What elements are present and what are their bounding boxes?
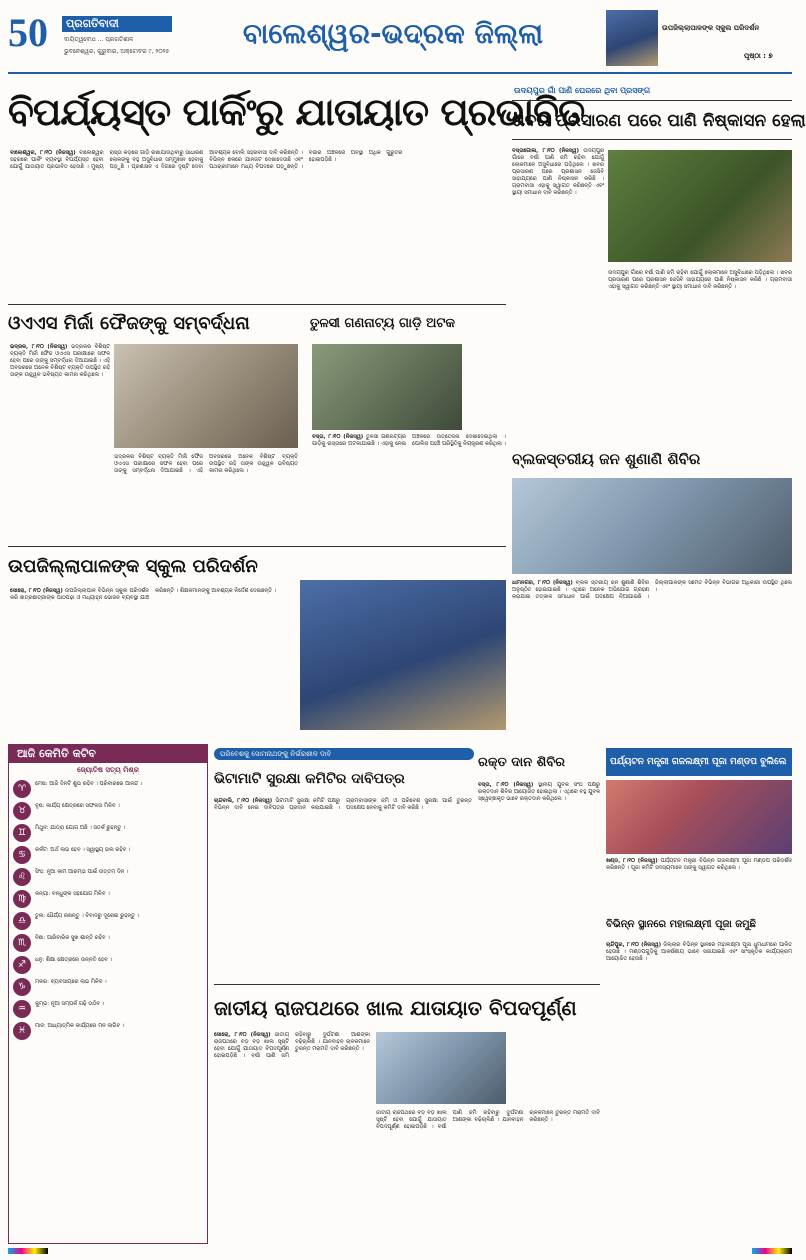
brick-body: [214, 798, 472, 978]
highway-text: ଜାତୀୟ ରାଜପଥରେ ବଡ଼ ବଡ଼ ଖାଲ ସୃଷ୍ଟି ହେବା ଯୋଗୁଁ ଯାତାୟାତ ବିପଦପୂର୍ଣ୍ଣ ହୋଇପଡ଼ିଛି । ବର୍ଷା ପାଣି ଜମି ରହିବାରୁ ଦୁର୍ଘଟଣା ଆଶଙ୍କା ବଢ଼ିଚାଲିଛି । ଯାନବାହନ ଚାଳକମାନେ ତୁରନ୍ତ ମରାମତି ଦାବି କରିଛନ୍ତି ।: [214, 1032, 370, 1059]
brick-headline: ଭିଟାମାଟି ସୁରକ୍ଷା କମିଟିର ଦାବିପତ୍ର: [214, 771, 405, 787]
zodiac-row: ♑ ମକର: ବ୍ୟବସାୟରେ ଲାଭ ମିଳିବ ।: [13, 977, 203, 999]
highway-text-more: ଜାତୀୟ ରାଜପଥରେ ବଡ଼ ବଡ଼ ଖାଲ ସୃଷ୍ଟି ହେବା ଯୋଗୁଁ ଯାତାୟାତ ବିପଦପୂର୍ଣ୍ଣ ହୋଇପଡ଼ିଛି । ବର୍ଷା ପାଣି ଜମି ରହିବାରୁ ଦୁର୍ଘଟଣା ଆଶଙ୍କା ବଢ଼ିଚାଲିଛି । ଯାନବାହନ ଚାଳକମାନେ ତୁରନ୍ତ ମରାମତି ଦାବି କରିଛନ୍ତି ।: [376, 1110, 600, 1130]
anniversary-logo: [8, 10, 64, 56]
brick-dateline: ଚାନ୍ଦବାଲି, ୮।୧୦ (ନିଜସ୍ୱ): [214, 798, 273, 804]
zodiac-row: ♒ କୁମ୍ଭ: ନୂଆ ସମ୍ପର୍କ ଗଢ଼ି ଉଠିବ ।: [13, 999, 203, 1021]
felicitation-photo: [114, 344, 298, 448]
felicitation-headline: ଓଏଏସ ମିର୍ଜା ଫୈଜଙ୍କୁ ସମ୍ବର୍ଦ୍ଧନା: [8, 313, 250, 334]
side-caption: ଉପଜିଲ୍ଲାପାଳଙ୍କ ସ୍କୁଲ ପରିଦର୍ଶନ: [662, 24, 760, 32]
masthead-photo: [606, 10, 658, 66]
aquarius-icon: ♒: [13, 1000, 31, 1018]
zodiac-row: ♌ ସିଂହ: ନୂଆ କାମ ଆରମ୍ଭ ପାଇଁ ଉତ୍ତମ ଦିନ ।: [13, 867, 203, 889]
horoscope-box: [8, 744, 208, 1244]
lead-text: ବାଲେଶ୍ୱର ସହରରେ ପାର୍କିଂ ବ୍ୟବସ୍ଥା ବିପର୍ଯ୍ୟସ୍ତ ହେବା ଯୋଗୁଁ ଯାତାୟାତ ପ୍ରଭାବିତ ହେଉଛି । ମୁଖ୍ୟ ରାସ୍ତା କଡ଼ରେ ଗାଡ଼ି ରଖାଯାଉଥିବାରୁ ସାଧାରଣ ଲୋକଙ୍କୁ ବହୁ ଅସୁବିଧାର ସମ୍ମୁଖୀନ ହେବାକୁ ପଡ଼ୁଛି । ପ୍ରଶାସନ ଏ ଦିଗରେ ଦୃଷ୍ଟି ଦେବା ଆବଶ୍ୟକ ବୋଲି ସହରବାସୀ ଦାବି କରିଛନ୍ତି । ବିଭିନ୍ନ ଛକରେ ଯାନଜଟ ଦେଖାଦେଉଛି ଏବଂ ପଥଚାରୀମାନେ ମଧ୍ୟ ବିପଦରେ ପଡ଼ୁଛନ୍ତି । ବଜାର ଅଞ୍ଚଳରେ ଅବସ୍ଥା ଅଧିକ ଗୁରୁତର ହୋଇପଡ଼ିଛି ।: [10, 150, 403, 170]
drain-dateline: ବସ୍ତାଗୋଳା, ୮।୧୦ (ନିଜସ୍ୱ): [512, 148, 579, 154]
block-body: [512, 580, 792, 744]
blood-body: [478, 782, 600, 978]
zodiac-row: ♋ କର୍କଟ: ଅର୍ଥ ଲାଭ ହେବ । ସ୍ୱାସ୍ଥ୍ୟ ଭଲ ରହିବ ।: [13, 845, 203, 867]
zodiac-row: ♏ ବିଛା: ପାରିବାରିକ ସୁଖ ଶାନ୍ତି ରହିବ ।: [13, 933, 203, 955]
drain-text: ଉଦୟପୁର ଗାଁରେ ବର୍ଷା ପାଣି ଜମି ରହିବା ଯୋଗୁଁ ଲୋକମାନେ ଅସୁବିଧାରେ ପଡ଼ିଥିଲେ । ଖବର ପ୍ରସାରଣ ପରେ ପ୍ରଶାସନ ଜେସିବି ସାହାଯ୍ୟରେ ପାଣି ନିଷ୍କାସନ କରିଛି । ଗ୍ରାମବାସୀ ଏହାକୁ ସ୍ୱାଗତ କରିଛନ୍ତି ଏବଂ ସ୍ଥାୟୀ ସମାଧାନ ଦାବି କରିଛନ୍ତି ।: [512, 148, 604, 196]
mahalaxmi-headline: ବିଭିନ୍ନ ସ୍ଥାନରେ ମହାଲକ୍ଷ୍ମୀ ପୂଜା ଜମୁଛି: [606, 919, 756, 930]
subcollector-dateline: ସୋରୋ, ୮।୧୦ (ନିଜସ୍ୱ): [10, 588, 63, 594]
sagittarius-icon: ♐: [13, 956, 31, 974]
drain-kicker: ଉଦୟପୁର ଗାଁ ପାଣି ଘେରରେ ଥିବା ପ୍ରସଙ୍ଗ: [514, 86, 651, 95]
puja-body: [606, 858, 792, 908]
puja-text: ପର୍ଯ୍ୟଟନ ମନ୍ତ୍ରୀ ବିଭିନ୍ନ ଗଜଲକ୍ଷ୍ମୀ ପୂଜା ମଣ୍ଡପ ପରିଦର୍ଶନ କରିଛନ୍ତି । ପୂଜା କମିଟି ସଦସ୍ୟମାନେ ତାଙ୍କୁ ସ୍ୱାଗତ କରିଥିଲେ ।: [606, 858, 792, 871]
taurus-icon: ♉: [13, 802, 31, 820]
date-line: ଭୁବନେଶ୍ୱର, ଗୁରୁବାର, ଅକ୍ଟୋବର ୯, ୨୦୨୫: [64, 48, 170, 55]
drain-photo: [608, 150, 792, 262]
divider-sub: [8, 546, 506, 547]
horoscope-list: [9, 777, 207, 1045]
zodiac-row: ♎ ତୁଳା: ଧୈର୍ଯ୍ୟ ରଖନ୍ତୁ । ବିବାଦରୁ ଦୂରେଇ ରୁହନ୍ତୁ ।: [13, 911, 203, 933]
tulasi-photo: [312, 344, 462, 430]
divider-lead: [8, 304, 506, 305]
tulasi-text: ତୁଳସୀ ଗଣନାଟ୍ୟର ଗାଡ଼ିକୁ ରାସ୍ତାରେ ଅଟକାଯାଇଛି । ଏହାକୁ ନେଇ ଅଞ୍ଚଳରେ ଉତ୍ତେଜନା ଦେଖାଦେଇଥିଲା । ପୋଲିସ ପହଞ୍ଚି ପରିସ୍ଥିତିକୁ ନିୟନ୍ତ୍ରଣ କରିଥିଲା ।: [312, 434, 506, 447]
zodiac-row: ♍ କନ୍ୟା: ବନ୍ଧୁଙ୍କ ସହଯୋଗ ମିଳିବ ।: [13, 889, 203, 911]
masthead-rule: [8, 72, 792, 74]
drain-body-col2: [608, 270, 792, 436]
highway-photo: [376, 1032, 506, 1104]
zodiac-row: ♉ ବୃଷ: କାର୍ଯ୍ୟ କ୍ଷେତ୍ରରେ ସଫଳତା ମିଳିବ ।: [13, 801, 203, 823]
felicitation-dateline: ଭଦ୍ରକ, ୮।୧୦ (ନିଜସ୍ୱ): [10, 344, 68, 350]
blood-text: ସ୍ଥାନୀୟ ଯୁବକ ସଂଘ ପକ୍ଷରୁ ରକ୍ତଦାନ ଶିବିର ଆୟୋଜିତ ହୋଇଥିଲା । ଏଥିରେ ବହୁ ଯୁବକ ସ୍ୱେଚ୍ଛାକୃତ ଭାବେ ରକ୍ତଦାନ କରିଥିଲେ ।: [478, 782, 600, 802]
mahalaxmi-dateline: ଚାନ୍ଦିପୁର, ୮।୧୦ (ନିଜସ୍ୱ): [606, 942, 662, 948]
highway-body: [214, 1032, 370, 1242]
paper-name: ପ୍ରଗତିବାଦୀ: [62, 16, 172, 32]
libra-icon: ♎: [13, 912, 31, 930]
page-label: ପୃଷ୍ଠା : ୭: [744, 52, 773, 60]
puja-headline: ପର୍ଯ୍ୟଟନ ମନ୍ତ୍ରୀ ଗଜଲକ୍ଷ୍ମୀ ପୂଜା ମଣ୍ଡପ ବୁଲିଲେ: [606, 748, 792, 776]
block-photo: [512, 478, 792, 574]
horoscope-astrologer: ଜ୍ୟୋତିଷ ସତ୍ୟ ମିଶ୍ର: [77, 766, 139, 774]
felicitation-body-2: [114, 454, 298, 540]
divider-highway: [214, 984, 600, 985]
virgo-icon: ♍: [13, 890, 31, 908]
logo-number: 50: [8, 10, 48, 55]
puja-dateline: ଖଣ୍ଡ, ୮।୧୦ (ନିଜସ୍ୱ): [606, 858, 658, 864]
highway-dateline: ସୋରୋ, ୮।୧୦ (ନିଜସ୍ୱ): [214, 1032, 271, 1038]
zodiac-row: ♊ ମିଥୁନ: ଯାତ୍ରା ଯୋଗ ଅଛି । ସତର୍କ ରୁହନ୍ତୁ ।: [13, 823, 203, 845]
scorpio-icon: ♏: [13, 934, 31, 952]
drain-body-col1: [512, 148, 604, 436]
zodiac-row: ♈ ମେଷ: ଆଜି ଦିନଟି ଶୁଭ ରହିବ । ପରିବାରରେ ଆନନ୍ଦ ।: [13, 779, 203, 801]
mahalaxmi-body: [606, 942, 792, 1242]
puja-photo: [606, 780, 792, 854]
highway-headline: ଜାତୀୟ ରାଜପଥରେ ଖାଲ ଯାତାୟାତ ବିପଦପୂର୍ଣ୍ଣ: [214, 996, 577, 1020]
pisces-icon: ♓: [13, 1022, 31, 1040]
mahalaxmi-text: ଜିଲ୍ଲାର ବିଭିନ୍ନ ସ୍ଥାନରେ ମହାଲକ୍ଷ୍ମୀ ପୂଜା ଧୁମଧାମରେ ପାଳିତ ହେଉଛି । ମଣ୍ଡପଗୁଡ଼ିକୁ ଆକର୍ଷଣୀୟ ଭାବେ ସଜାଯାଇଛି ଏବଂ ସାଂସ୍କୃତିକ କାର୍ଯ୍ୟକ୍ରମ ଆୟୋଜିତ ହେଉଛି ।: [606, 942, 792, 962]
block-text: ବ୍ଲକ ସ୍ତରୀୟ ଜନ ଶୁଣାଣି ଶିବିର ଅନୁଷ୍ଠିତ ହୋଇଯାଇଛି । ଏଥିରେ ଅନେକ ଅଭିଯୋଗ ଗ୍ରହଣ କରାଯାଇ ତତ୍କାଳ ସମାଧାନ ପାଇଁ ପଦକ୍ଷେପ ନିଆଯାଇଛି । ଜିଲ୍ଲାପାଳଙ୍କ ସମେତ ବିଭିନ୍ନ ବିଭାଗର ଅଧିକାରୀ ଉପସ୍ଥିତ ଥିଲେ ।: [512, 580, 792, 600]
felicitation-body: [10, 344, 110, 540]
subcollector-body: [10, 588, 294, 738]
tulasi-headline: ତୁଳସୀ ଗଣନାଟ୍ୟ ଗାଡ଼ି ଅଟକ: [310, 316, 455, 331]
brick-kicker: ପରିବେଶକୁ ସୋମନାଥଙ୍କୁ ନିର୍ଭରଶୀଳ ଦାବି: [214, 748, 474, 760]
section-title: ବାଲେଶ୍ୱର-ଭଦ୍ରକ ଜିଲ୍ଲା: [242, 17, 544, 50]
highway-body-2: [376, 1110, 600, 1242]
leo-icon: ♌: [13, 868, 31, 886]
block-dateline: ଧାମନଗର, ୮।୧୦ (ନିଜସ୍ୱ): [512, 580, 573, 586]
aries-icon: ♈: [13, 780, 31, 798]
registration-marks: [8, 1248, 792, 1256]
lead-body: [10, 150, 502, 298]
brick-text: ଭିଟାମାଟି ସୁରକ୍ଷା କମିଟି ପକ୍ଷରୁ ବିଭିନ୍ନ ଦାବି ନେଇ ଦାବିପତ୍ର ପ୍ରଦାନ କରାଯାଇଛି । ଗ୍ରାମବାସୀଙ୍କ ଜମି ଓ ପରିବେଶ ସୁରକ୍ଷା ପାଇଁ ତୁରନ୍ତ ପଦକ୍ଷେପ ନେବାକୁ କମିଟି ଦାବି କରିଛି ।: [214, 798, 472, 811]
drain-headline: ଖବର ପ୍ରସାରଣ ପରେ ପାଣି ନିଷ୍କାସନ ହେଲା: [512, 100, 792, 140]
tulasi-body: [312, 434, 506, 540]
drain-text-more: ଉଦୟପୁର ଗାଁରେ ବର୍ଷା ପାଣି ଜମି ରହିବା ଯୋଗୁଁ ଲୋକମାନେ ଅସୁବିଧାରେ ପଡ଼ିଥିଲେ । ଖବର ପ୍ରସାରଣ ପରେ ପ୍ରଶାସନ ଜେସିବି ସାହାଯ୍ୟରେ ପାଣି ନିଷ୍କାସନ କରିଛି । ଗ୍ରାମବାସୀ ଏହାକୁ ସ୍ୱାଗତ କରିଛନ୍ତି ଏବଂ ସ୍ଥାୟୀ ସମାଧାନ ଦାବି କରିଛନ୍ତି ।: [608, 270, 792, 290]
zodiac-row: ♐ ଧନୁ: ଶିକ୍ଷା କ୍ଷେତ୍ରରେ ଉନ୍ନତି ହେବ ।: [13, 955, 203, 977]
felicitation-text: ଭଦ୍ରକର ବିଶିଷ୍ଟ ବ୍ୟକ୍ତି ମିର୍ଜା ଫୈଜ ଓଏଏସ ପରୀକ୍ଷାରେ ସଫଳ ହେବା ପରେ ତାଙ୍କୁ ସମ୍ବର୍ଦ୍ଧନା ଦିଆଯାଇଛି । ଏହି ଅବସରରେ ଅନେକ ବିଶିଷ୍ଟ ବ୍ୟକ୍ତି ଉପସ୍ଥିତ ରହି ତାଙ୍କ ଉଜ୍ଜ୍ୱଳ ଭବିଷ୍ୟତ କାମନା କରିଥିଲେ ।: [10, 344, 110, 378]
blood-headline: ରକ୍ତ ଦାନ ଶିବିର: [478, 755, 566, 770]
lead-dateline: ବାଲେଶ୍ୱର, ୮।୧୦ (ନିଜସ୍ୱ): [10, 150, 76, 156]
tulasi-dateline: ବସ୍ତା, ୮।୧୦ (ନିଜସ୍ୱ): [312, 434, 364, 440]
subcollector-headline: ଉପଜିଲ୍ଲାପାଳଙ୍କ ସ୍କୁଲ ପରିଦର୍ଶନ: [8, 556, 258, 577]
masthead: [8, 6, 792, 68]
subcollector-text: ଉପଜିଲ୍ଲାପାଳ ବିଭିନ୍ନ ସ୍କୁଲ ପରିଦର୍ଶନ କରି ଛାତ୍ରଛାତ୍ରୀଙ୍କ ପାଠପଢ଼ା ଓ ମଧ୍ୟାହ୍ନ ଭୋଜନ ବ୍ୟବସ୍ଥା ଯାଞ୍ଚ କରିଛନ୍ତି । ଶିକ୍ଷକମାନଙ୍କୁ ଆବଶ୍ୟକ ନିର୍ଦ୍ଦେଶ ଦେଇଛନ୍ତି ।: [10, 588, 277, 601]
lead-headline: ବିପର୍ଯ୍ୟସ୍ତ ପାର୍କିଂରୁ ଯାତାୟାତ ପ୍ରଭାବିତ: [8, 90, 585, 134]
subcollector-photo: [300, 580, 506, 730]
slogan: ଦାୟିତ୍ୱବୋଧ ... ପ୍ରଗତିଶୀଳ: [64, 36, 134, 43]
gemini-icon: ♊: [13, 824, 31, 842]
capricorn-icon: ♑: [13, 978, 31, 996]
horoscope-title: ଆଜି କେମିତି କଟିବ: [9, 745, 207, 763]
blood-dateline: ବସ୍ତା, ୮।୧୦ (ନିଜସ୍ୱ): [478, 782, 534, 788]
cancer-icon: ♋: [13, 846, 31, 864]
felicitation-text-more: ଭଦ୍ରକର ବିଶିଷ୍ଟ ବ୍ୟକ୍ତି ମିର୍ଜା ଫୈଜ ଓଏଏସ ପରୀକ୍ଷାରେ ସଫଳ ହେବା ପରେ ତାଙ୍କୁ ସମ୍ବର୍ଦ୍ଧନା ଦିଆଯାଇଛି । ଏହି ଅବସରରେ ଅନେକ ବିଶିଷ୍ଟ ବ୍ୟକ୍ତି ଉପସ୍ଥିତ ରହି ତାଙ୍କ ଉଜ୍ଜ୍ୱଳ ଭବିଷ୍ୟତ କାମନା କରିଥିଲେ ।: [114, 454, 298, 474]
zodiac-row: ♓ ମୀନ: ଆଧ୍ୟାତ୍ମିକ କାର୍ଯ୍ୟରେ ମନ ଲାଗିବ ।: [13, 1021, 203, 1043]
block-headline: ବ୍ଲକସ୍ତରୀୟ ଜନ ଶୁଣାଣି ଶିବିର: [512, 450, 701, 468]
